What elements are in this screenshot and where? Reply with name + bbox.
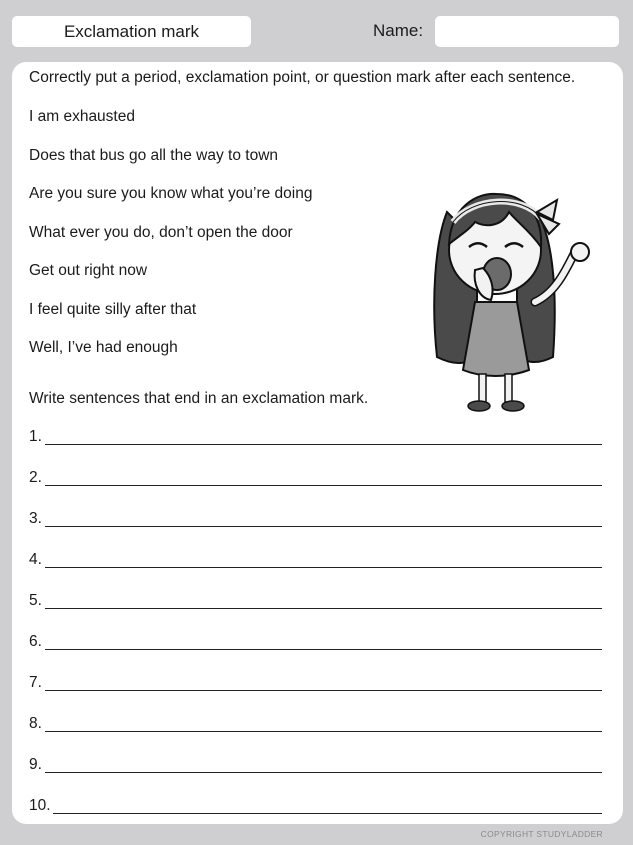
writing-rule <box>45 772 602 773</box>
answer-line-1[interactable] <box>29 426 602 448</box>
answer-line-5[interactable] <box>29 590 602 612</box>
sentence-6: I feel quite silly after that <box>29 301 197 318</box>
writing-rule <box>53 813 602 814</box>
answer-line-6[interactable] <box>29 631 602 653</box>
line-number: 7. <box>29 674 42 691</box>
copyright-text: COPYRIGHT STUDYLADDER <box>480 829 603 839</box>
worksheet-title <box>12 16 251 47</box>
line-number: 5. <box>29 592 42 609</box>
sentence-4: What ever you do, don’t open the door <box>29 224 293 241</box>
writing-rule <box>45 731 602 732</box>
answer-line-10[interactable] <box>29 795 602 817</box>
worksheet-title-text: Exclamation mark <box>63 21 200 41</box>
writing-rule <box>45 444 602 445</box>
writing-rule <box>45 485 602 486</box>
sentence-5: Get out right now <box>29 262 148 279</box>
sentence-2: Does that bus go all the way to town <box>29 147 279 164</box>
yawning-girl-icon <box>417 152 597 422</box>
line-number: 10. <box>29 797 51 814</box>
writing-rule <box>45 608 602 609</box>
answer-line-7[interactable] <box>29 672 602 694</box>
line-number: 8. <box>29 715 42 732</box>
sentence-7: Well, I’ve had enough <box>29 339 178 356</box>
writing-rule <box>45 567 602 568</box>
line-number: 4. <box>29 551 42 568</box>
line-number: 9. <box>29 756 42 773</box>
line-number: 1. <box>29 428 42 445</box>
instruction-punctuation: Correctly put a period, exclamation point, or question mark after each sentence. <box>29 69 576 86</box>
answer-line-9[interactable] <box>29 754 602 776</box>
name-field[interactable] <box>435 16 619 47</box>
answer-line-3[interactable] <box>29 508 602 530</box>
writing-rule <box>45 526 602 527</box>
sentence-1: I am exhausted <box>29 108 135 125</box>
answer-line-2[interactable] <box>29 467 602 489</box>
worksheet-panel <box>12 62 623 824</box>
sentence-3: Are you sure you know what you’re doing <box>29 185 313 202</box>
line-number: 2. <box>29 469 42 486</box>
line-number: 6. <box>29 633 42 650</box>
writing-rule <box>45 690 602 691</box>
answer-line-8[interactable] <box>29 713 602 735</box>
writing-rule <box>45 649 602 650</box>
name-label: Name: <box>373 21 424 40</box>
instruction-write: Write sentences that end in an exclamation mark. <box>29 390 369 407</box>
answer-line-4[interactable] <box>29 549 602 571</box>
line-number: 3. <box>29 510 42 527</box>
